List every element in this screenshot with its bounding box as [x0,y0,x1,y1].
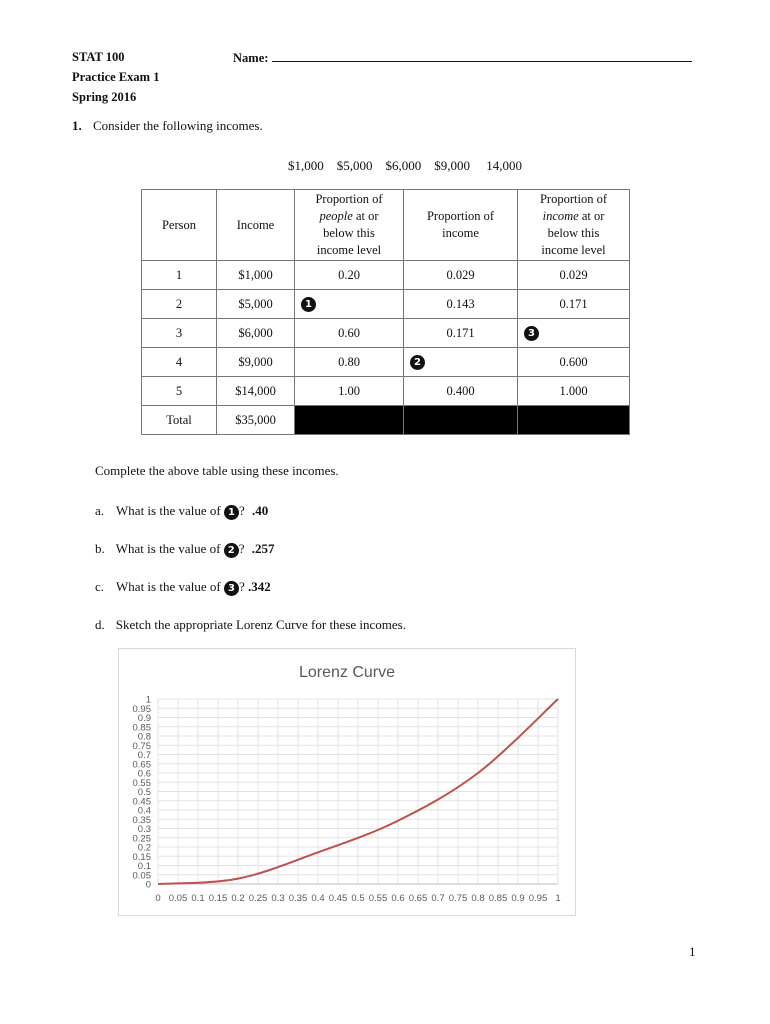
header-block [72,47,159,107]
cell-prop-income: 0.143 [404,290,518,319]
name-label: Name: [233,51,269,65]
total-income: $35,000 [217,406,295,435]
cell-cum-income: 1.000 [518,377,630,406]
table-row [142,377,630,406]
cell-person: 4 [142,348,217,377]
shaded-cell [295,406,404,435]
table-total-row [142,406,630,435]
cell-prop-income: 0.400 [404,377,518,406]
y-tick-label: 0.8 [137,731,151,743]
x-tick-label: 0.15 [208,893,228,904]
cell-prop-income-blank[interactable] [404,348,518,377]
y-tick-label: 0.6 [137,768,151,780]
x-tick-label: 0.9 [511,893,525,904]
answer-a: .40 [252,503,269,518]
x-tick-label: 0.85 [488,893,508,904]
cell-prop-people: 1.00 [295,377,404,406]
cell-cum-income: 0.029 [518,261,630,290]
x-tick-label: 0.95 [528,893,548,904]
exam-title: Practice Exam 1 [72,70,160,84]
y-tick-label: 0.55 [132,777,151,789]
income-table [141,189,630,435]
header-prop-income: Proportion of income [404,190,518,261]
x-axis-ticks [155,893,560,904]
y-tick-label: 0.05 [132,870,151,882]
x-tick-label: 0.75 [448,893,468,904]
y-tick-label: 0.1 [137,861,151,872]
x-tick-label: 0.1 [191,893,205,904]
y-tick-label: 0.65 [132,759,151,771]
header-cum-income: Proportion of income at or below this income level [518,190,630,261]
y-tick-label: 0.3 [137,824,151,835]
header-person: Person [142,190,217,261]
table-row [142,261,630,290]
answer-c: .342 [248,579,271,594]
shaded-cell [518,406,630,435]
cell-cum-income: 0.171 [518,290,630,319]
cell-prop-people-blank[interactable] [295,290,404,319]
table-row [142,348,630,377]
header-income: Income [217,190,295,261]
x-tick-label: 0 [155,893,161,904]
cell-income: $14,000 [217,377,295,406]
lorenz-chart [118,648,576,916]
term: Spring 2016 [72,90,137,104]
x-tick-label: 1 [555,893,561,904]
part-d: d. Sketch the appropriate Lorenz Curve for these incomes. [95,617,406,632]
question-number: 1. [72,118,82,133]
cell-cum-income-blank[interactable] [518,319,630,348]
x-tick-label: 0.4 [311,893,325,904]
x-tick-label: 0.05 [168,893,188,904]
y-tick-label: 0.5 [137,787,151,798]
chart-title: Lorenz Curve [298,664,396,681]
x-tick-label: 0.7 [431,893,445,904]
lorenz-chart-svg [119,649,575,915]
cell-prop-income: 0.029 [404,261,518,290]
name-blank[interactable] [272,47,692,62]
instructions: Complete the above table using these incomes. [95,463,339,478]
y-tick-label: 0.4 [137,805,151,817]
y-tick-label: 0 [145,879,151,891]
table-header-row [142,190,630,261]
y-tick-label: 0.25 [132,833,151,845]
y-tick-label: 0.7 [137,750,151,761]
cell-income: $6,000 [217,319,295,348]
question-prompt: Consider the following incomes. [93,118,263,133]
x-tick-label: 0.65 [408,893,428,904]
name-row [233,47,692,68]
x-tick-label: 0.6 [391,893,405,904]
cell-income: $9,000 [217,348,295,377]
bullet-1-icon: 1 [301,297,316,312]
part-a: a. What is the value of 1 ? .40 [95,503,269,518]
bullet-2-icon: 2 [224,543,239,558]
header-prop-people: Proportion of people at or below this income level [295,190,404,261]
cell-prop-people: 0.20 [295,261,404,290]
cell-income: $1,000 [217,261,295,290]
course-title: STAT 100 [72,50,125,64]
x-tick-label: 0.2 [231,893,245,904]
cell-prop-people: 0.60 [295,319,404,348]
answer-b: .257 [251,541,275,556]
cell-cum-income: 0.600 [518,348,630,377]
shaded-cell [404,406,518,435]
y-axis-ticks [133,695,152,891]
y-tick-label: 0.45 [132,796,151,808]
bullet-3-icon: 3 [524,326,539,341]
y-tick-label: 1 [145,694,151,706]
bullet-1-icon: 1 [224,505,239,520]
table-row [142,290,630,319]
part-c: c. What is the value of 3 ? .342 [95,579,271,594]
cell-income: $5,000 [217,290,295,319]
x-tick-label: 0.45 [328,893,348,904]
x-tick-label: 0.25 [248,893,268,904]
cell-person: 3 [142,319,217,348]
page-number: 1 [689,944,696,959]
y-tick-label: 0.95 [132,703,151,715]
incomes-line: $1,000 $5,000 $6,000 $9,000 14,000 [288,158,522,173]
x-tick-label: 0.3 [271,893,285,904]
y-tick-label: 0.85 [132,722,151,734]
part-b: b. What is the value of 2 ? .257 [95,541,275,556]
y-tick-label: 0.2 [137,842,151,854]
y-tick-label: 0.35 [132,814,151,826]
x-tick-label: 0.8 [471,893,485,904]
bullet-3-icon: 3 [224,581,239,596]
cell-person: 1 [142,261,217,290]
cell-person: 5 [142,377,217,406]
x-tick-label: 0.35 [288,893,308,904]
chart-grid [158,699,558,884]
cell-prop-income: 0.171 [404,319,518,348]
total-label: Total [142,406,217,435]
x-tick-label: 0.55 [368,893,388,904]
bullet-2-icon: 2 [410,355,425,370]
x-tick-label: 0.5 [351,893,365,904]
cell-prop-people: 0.80 [295,348,404,377]
y-tick-label: 0.75 [132,740,151,752]
y-tick-label: 0.9 [137,713,151,724]
table-row [142,319,630,348]
y-tick-label: 0.15 [132,851,151,863]
cell-person: 2 [142,290,217,319]
question-1 [72,118,263,134]
